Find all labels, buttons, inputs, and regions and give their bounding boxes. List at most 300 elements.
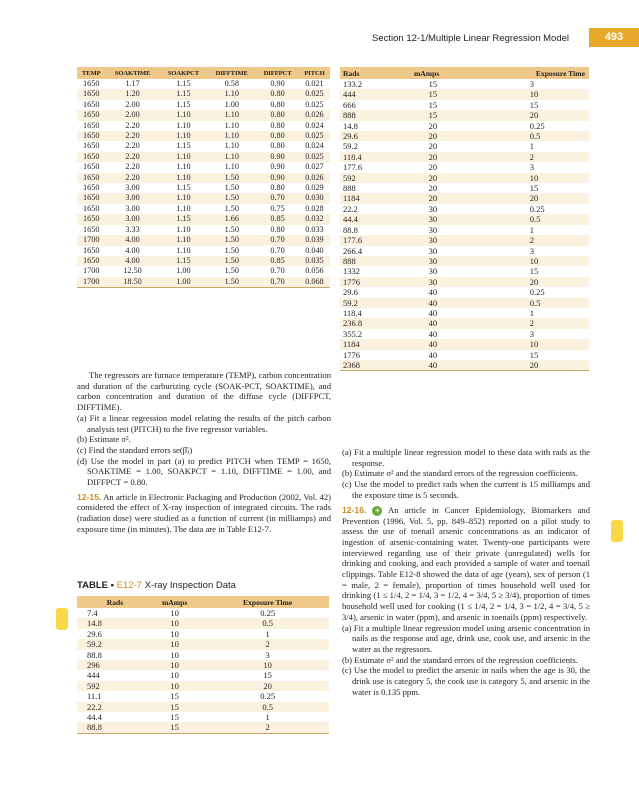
- table-row: [77, 89, 330, 99]
- table-cell: 1.00: [207, 100, 256, 110]
- table-cell: 30: [377, 225, 477, 235]
- table-cell: 14.8: [340, 121, 377, 131]
- table-row: [340, 287, 589, 297]
- table-cell: 15: [477, 183, 589, 193]
- table-cell: 1650: [77, 131, 105, 141]
- table-cell: 2.20: [105, 131, 159, 141]
- page-number: 493: [589, 28, 639, 47]
- table-cell: 15: [143, 722, 206, 733]
- table-cell: 0.025: [299, 89, 330, 99]
- column-header: SOAKTIME: [105, 67, 159, 79]
- table-cell: 1.10: [160, 131, 208, 141]
- table-row: [340, 204, 589, 214]
- table-cell: 0.5: [206, 618, 329, 628]
- table-cell: 0.25: [206, 691, 329, 701]
- table-row: [340, 79, 589, 89]
- table-row: [77, 629, 329, 639]
- table-cell: 1650: [77, 141, 105, 151]
- part-b: (b) Estimate σ².: [77, 434, 131, 445]
- table-cell: 29.6: [340, 131, 377, 141]
- table-cell: 10: [143, 618, 206, 628]
- table-cell: 0.25: [477, 204, 589, 214]
- table-row: [77, 173, 330, 183]
- table-row: [340, 360, 589, 371]
- table-row: [340, 183, 589, 193]
- table-row: [77, 681, 329, 691]
- table-row: [340, 318, 589, 328]
- table-cell: 1.10: [207, 131, 256, 141]
- table-cell: 1.10: [207, 162, 256, 172]
- table-cell: 10: [143, 670, 206, 680]
- table-cell: 118.4: [340, 308, 377, 318]
- table-cell: 40: [377, 287, 477, 297]
- table-cell: 0.035: [299, 256, 330, 266]
- table-row: [340, 266, 589, 276]
- table-cell: 1.10: [207, 110, 256, 120]
- part-b: (b) Estimate σ² and the standard errors of the regression coefficients.: [342, 654, 578, 665]
- column-header: mAmps: [377, 67, 477, 79]
- table-row: [77, 204, 330, 214]
- table-row: [77, 79, 330, 89]
- table-cell: 592: [77, 681, 143, 691]
- table-cell: 15: [377, 79, 477, 89]
- table-row: [77, 277, 330, 288]
- table-cell: 22.2: [340, 204, 377, 214]
- table-cell: 1650: [77, 100, 105, 110]
- table-cell: 20: [477, 360, 589, 371]
- table-row: [77, 266, 330, 276]
- table-cell: 3.00: [105, 214, 159, 224]
- table-cell: 1.15: [160, 89, 208, 99]
- table-cell: 0.5: [206, 702, 329, 712]
- table-cell: 2.20: [105, 152, 159, 162]
- table-cell: 10: [477, 256, 589, 266]
- table-cell: 4.00: [105, 235, 159, 245]
- table-row: [340, 235, 589, 245]
- table-cell: 1.15: [160, 100, 208, 110]
- column-header: Exposure Time: [477, 67, 589, 79]
- table-cell: 1.00: [160, 266, 208, 276]
- table-cell: 88.8: [77, 722, 143, 733]
- table-row: [77, 691, 329, 701]
- table-cell: 30: [377, 266, 477, 276]
- column-header: DIFFTIME: [207, 67, 256, 79]
- table-cell: 1.10: [160, 110, 208, 120]
- table-cell: 1650: [77, 121, 105, 131]
- table-cell: 1.17: [105, 79, 159, 89]
- table-cell: 10: [143, 639, 206, 649]
- margin-tab-icon[interactable]: [611, 520, 623, 542]
- table-cell: 118.4: [340, 152, 377, 162]
- table-cell: 1.10: [160, 173, 208, 183]
- table-cell: 0.80: [256, 89, 299, 99]
- table-cell: 1.15: [160, 256, 208, 266]
- table-cell: 15: [377, 100, 477, 110]
- table-cell: 1.00: [160, 277, 208, 288]
- table-cell: 10: [477, 173, 589, 183]
- table-cell: 22.2: [77, 702, 143, 712]
- table-cell: 15: [377, 89, 477, 99]
- table-cell: 88.8: [77, 650, 143, 660]
- table-cell: 3.00: [105, 183, 159, 193]
- table-row: [77, 256, 330, 266]
- table-cell: 0.025: [299, 152, 330, 162]
- table-cell: 0.25: [477, 287, 589, 297]
- table-cell: 0.58: [207, 79, 256, 89]
- table-cell: 7.4: [77, 608, 143, 618]
- column-header: DIFFPCT: [256, 67, 299, 79]
- regressors-paragraph: The regressors are furnace temperature (TEMP), carbon concentration and duration of the carburizing cycle (SOAK-PCT, SOAKTIME), and carbon concentration and duration of the diffuse cycle (DIFFPCT, DIFFTIME).: [77, 370, 331, 413]
- table-row: [340, 100, 589, 110]
- table-row: [340, 141, 589, 151]
- table-cell: 15: [477, 100, 589, 110]
- table-cell: 0.80: [256, 110, 299, 120]
- table-cell: 1.10: [160, 235, 208, 245]
- table-cell: 0.80: [256, 141, 299, 151]
- table-cell: 1.50: [207, 193, 256, 203]
- table-row: [340, 225, 589, 235]
- table-cell: 1700: [77, 266, 105, 276]
- table-row: [77, 608, 329, 618]
- table-cell: 0.040: [299, 246, 330, 256]
- table-cell: 0.80: [256, 131, 299, 141]
- exercise-14-text: [77, 370, 331, 535]
- table-cell: 133.2: [340, 79, 377, 89]
- table-cell: 1700: [77, 235, 105, 245]
- table-cell: 15: [477, 266, 589, 276]
- table-cell: 4.00: [105, 246, 159, 256]
- part-c: (c) Use the model to predict rads when the current is 15 milliamps and the exposure time is 5 seconds.: [342, 479, 590, 500]
- table-cell: 0.90: [256, 173, 299, 183]
- table-cell: 355.2: [340, 329, 377, 339]
- table-cell: 0.024: [299, 121, 330, 131]
- table-cell: 1650: [77, 89, 105, 99]
- table-cell: 1.50: [207, 235, 256, 245]
- table-cell: 2.00: [105, 100, 159, 110]
- exercise-number: 12-16.: [342, 504, 367, 515]
- table-cell: 40: [377, 339, 477, 349]
- table-cell: 1.10: [160, 225, 208, 235]
- table-row: [77, 702, 329, 712]
- table-cell: 40: [377, 318, 477, 328]
- table-cell: 1.10: [207, 89, 256, 99]
- table-cell: 296: [77, 660, 143, 670]
- table-cell: 0.027: [299, 162, 330, 172]
- table-cell: 2.20: [105, 173, 159, 183]
- table-cell: 1.10: [160, 121, 208, 131]
- table-cell: 1650: [77, 193, 105, 203]
- table-row: [340, 162, 589, 172]
- table-cell: 1650: [77, 183, 105, 193]
- table-cell: 40: [377, 350, 477, 360]
- table-cell: 1.15: [160, 183, 208, 193]
- table-cell: 3: [477, 79, 589, 89]
- table-row: [77, 152, 330, 162]
- table-row: [77, 235, 330, 245]
- table-cell: 1.10: [207, 121, 256, 131]
- pitch-table: [77, 67, 330, 288]
- table-cell: 0.026: [299, 110, 330, 120]
- table-row: [77, 141, 330, 151]
- part-d: (d) Use the model in part (a) to predict PITCH when TEMP = 1650, SOAKTIME = 1.00, SOAKPCT = 1.10, DIFFTIME = 1.00, and DIFFPCT = 0.80.: [77, 455, 331, 488]
- table-cell: 10: [143, 681, 206, 691]
- column-header: Exposure Time: [206, 596, 329, 608]
- exercise-15-parts: [342, 447, 590, 697]
- table-cell: 1.50: [207, 225, 256, 235]
- table-cell: 1.15: [160, 141, 208, 151]
- table-cell: 1.50: [207, 173, 256, 183]
- table-cell: 0.032: [299, 214, 330, 224]
- table-cell: 1.10: [160, 193, 208, 203]
- table-cell: 10: [143, 629, 206, 639]
- exercise-16: [342, 505, 590, 623]
- table-cell: 10: [143, 608, 206, 618]
- table-cell: 0.80: [256, 183, 299, 193]
- table-row: [77, 193, 330, 203]
- table-row: [77, 100, 330, 110]
- table-cell: 1.50: [207, 246, 256, 256]
- table-cell: 0.025: [299, 100, 330, 110]
- table-cell: 20: [477, 193, 589, 203]
- table-id: E12-7: [116, 580, 142, 591]
- table-row: [77, 131, 330, 141]
- table-cell: 888: [340, 256, 377, 266]
- table-cell: 2368: [340, 360, 377, 371]
- column-header: Rads: [77, 596, 143, 608]
- table-caption: [77, 580, 236, 591]
- part-a: (a) Fit a multiple linear regression model using arsenic concentration in nails as the response and age, drink use, cook use, and arsenic in the water as the regressors.: [342, 622, 590, 654]
- table-cell: 888: [340, 183, 377, 193]
- table-cell: 0.056: [299, 266, 330, 276]
- table-cell: 10: [143, 660, 206, 670]
- table-cell: 40: [377, 298, 477, 308]
- table-row: [340, 214, 589, 224]
- table-cell: 20: [377, 193, 477, 203]
- table-cell: 1650: [77, 173, 105, 183]
- table-cell: 1.50: [207, 183, 256, 193]
- table-cell: 444: [77, 670, 143, 680]
- table-cell: 0.80: [256, 121, 299, 131]
- table-cell: 30: [377, 246, 477, 256]
- table-cell: 0.85: [256, 214, 299, 224]
- table-cell: 2.20: [105, 121, 159, 131]
- exercise-number: 12-15.: [77, 491, 102, 502]
- table-cell: 29.6: [77, 629, 143, 639]
- table-cell: 15: [143, 691, 206, 701]
- table-cell: 0.25: [206, 608, 329, 618]
- table-cell: 1650: [77, 204, 105, 214]
- table-cell: 266.4: [340, 246, 377, 256]
- plus-circle-icon: +: [372, 506, 382, 516]
- xray-table-continued: [340, 67, 589, 371]
- table-cell: 0.70: [256, 235, 299, 245]
- table-cell: 44.4: [77, 712, 143, 722]
- exercise-15-body: An article in Electronic Packaging and Production (2002, Vol. 42) considered the effect of X-ray inspection of integrated circuits. The rads (radiation dose) were studied as a function of current (in milliamps) and exposure time (in minutes). The data are in Table E12-7.: [77, 491, 331, 534]
- table-cell: 15: [377, 110, 477, 120]
- table-cell: 29.6: [340, 287, 377, 297]
- table-cell: 1.10: [160, 246, 208, 256]
- table-cell: 0.033: [299, 225, 330, 235]
- part-c: (c) Use the model to predict the arsenic in nails when the age is 30, the drink use is category 5, the cook use is category 5, and arsenic in the water is 0.135 ppm.: [342, 665, 590, 697]
- table-cell: 0.75: [256, 204, 299, 214]
- table-cell: 0.029: [299, 183, 330, 193]
- table-row: [77, 650, 329, 660]
- table-cell: 1.66: [207, 214, 256, 224]
- table-cell: 30: [377, 235, 477, 245]
- table-cell: 177.6: [340, 235, 377, 245]
- table-cell: 0.80: [256, 225, 299, 235]
- table-cell: 59.2: [77, 639, 143, 649]
- table-cell: 2: [206, 639, 329, 649]
- table-cell: 30: [377, 277, 477, 287]
- table-cell: 20: [377, 173, 477, 183]
- table-row: [77, 110, 330, 120]
- table-cell: 1650: [77, 79, 105, 89]
- table-cell: 44.4: [340, 214, 377, 224]
- table-row: [340, 131, 589, 141]
- table-cell: 40: [377, 360, 477, 371]
- table-cell: 0.85: [256, 256, 299, 266]
- table-cell: 3.00: [105, 193, 159, 203]
- table-cell: 10: [206, 660, 329, 670]
- table-row: [340, 256, 589, 266]
- table-cell: 15: [143, 702, 206, 712]
- table-cell: 1700: [77, 277, 105, 288]
- column-header: TEMP: [77, 67, 105, 79]
- table-row: [77, 225, 330, 235]
- table-cell: 1650: [77, 152, 105, 162]
- table-cell: 0.5: [477, 131, 589, 141]
- table-cell: 0.90: [256, 152, 299, 162]
- table-cell: 1.15: [160, 79, 208, 89]
- table-cell: 1.10: [160, 204, 208, 214]
- table-row: [340, 152, 589, 162]
- table-title: X-ray Inspection Data: [144, 580, 236, 591]
- table-cell: 1.15: [160, 214, 208, 224]
- table-row: [77, 712, 329, 722]
- table-cell: 10: [477, 89, 589, 99]
- table-row: [77, 246, 330, 256]
- xray-table: [77, 596, 329, 734]
- table-row: [340, 277, 589, 287]
- table-row: [77, 121, 330, 131]
- table-cell: 15: [143, 712, 206, 722]
- table-cell: 1.10: [207, 152, 256, 162]
- part-a: (a) Fit a multiple linear regression model to these data with rads as the response.: [342, 447, 590, 468]
- table-cell: 0.90: [256, 79, 299, 89]
- table-cell: 1: [477, 141, 589, 151]
- table-cell: 2: [477, 152, 589, 162]
- table-cell: 0.021: [299, 79, 330, 89]
- table-cell: 1.50: [207, 277, 256, 288]
- table-cell: 3.00: [105, 204, 159, 214]
- table-cell: 1184: [340, 193, 377, 203]
- margin-tab-icon[interactable]: [56, 608, 68, 630]
- table-cell: 3.33: [105, 225, 159, 235]
- section-title: Section 12-1/Multiple Linear Regression Model: [372, 33, 569, 44]
- table-cell: 1650: [77, 256, 105, 266]
- table-cell: 3: [206, 650, 329, 660]
- table-cell: 0.70: [256, 193, 299, 203]
- column-header: PITCH: [299, 67, 330, 79]
- table-cell: 59.2: [340, 298, 377, 308]
- column-header: Rads: [340, 67, 377, 79]
- table-cell: 2: [477, 235, 589, 245]
- table-row: [340, 246, 589, 256]
- table-cell: 59.2: [340, 141, 377, 151]
- table-cell: 20: [377, 183, 477, 193]
- table-cell: 3: [477, 246, 589, 256]
- table-cell: 1650: [77, 110, 105, 120]
- table-cell: 10: [143, 650, 206, 660]
- table-cell: 20: [477, 110, 589, 120]
- column-header: mAmps: [143, 596, 206, 608]
- table-cell: 11.1: [77, 691, 143, 701]
- table-cell: 0.030: [299, 193, 330, 203]
- table-cell: 0.039: [299, 235, 330, 245]
- table-cell: 20: [377, 152, 477, 162]
- table-cell: 2.00: [105, 110, 159, 120]
- table-cell: 0.5: [477, 298, 589, 308]
- table-cell: 20: [206, 681, 329, 691]
- table-cell: 12.50: [105, 266, 159, 276]
- table-cell: 1776: [340, 277, 377, 287]
- table-row: [340, 193, 589, 203]
- table-cell: 20: [377, 162, 477, 172]
- table-cell: 20: [377, 131, 477, 141]
- table-cell: 1: [206, 712, 329, 722]
- table-cell: 1.10: [160, 152, 208, 162]
- table-cell: 0.024: [299, 141, 330, 151]
- table-cell: 1650: [77, 162, 105, 172]
- table-row: [77, 670, 329, 680]
- table-cell: 20: [377, 141, 477, 151]
- table-cell: 1.50: [207, 204, 256, 214]
- table-cell: 1: [477, 308, 589, 318]
- table-cell: 2: [477, 318, 589, 328]
- table-row: [77, 183, 330, 193]
- table-row: [340, 173, 589, 183]
- table-cell: 0.90: [256, 162, 299, 172]
- table-cell: 40: [377, 329, 477, 339]
- table-cell: 0.068: [299, 277, 330, 288]
- table-cell: 15: [477, 350, 589, 360]
- table-cell: 3: [477, 162, 589, 172]
- table-row: [77, 214, 330, 224]
- table-cell: 0.25: [477, 121, 589, 131]
- table-cell: 30: [377, 214, 477, 224]
- table-cell: 40: [377, 308, 477, 318]
- table-cell: 0.025: [299, 131, 330, 141]
- part-b: (b) Estimate σ² and the standard errors of the regression coefficients.: [342, 468, 578, 479]
- table-cell: 444: [340, 89, 377, 99]
- table-cell: 0.70: [256, 277, 299, 288]
- table-cell: 2.20: [105, 141, 159, 151]
- table-row: [77, 162, 330, 172]
- table-cell: 2: [206, 722, 329, 733]
- table-cell: 177.6: [340, 162, 377, 172]
- table-cell: 0.028: [299, 204, 330, 214]
- table-cell: 3: [477, 329, 589, 339]
- table-cell: 88.8: [340, 225, 377, 235]
- exercise-16-body: An article in Cancer Epidemiology, Biomarkers and Prevention (1996, Vol. 5, pp. 849–852) reported on a pilot study to assess the use of toenail arsenic concentrations as an indicator of ingestion of arsenic-containing water. Twenty-one participants were interviewed regarding use of their private (unregulated) wells for drinking and cooking, and each provided a sample of water and toenail clippings. Table E12-8 showed the data of age (years), sex of person (1 = male, 2 = female), proportion of times household well used for drinking (1 ≤ 1/4, 2 = 1/4, 3 = 1/2, 4 = 3/4, 5 ≥ 3/4), proportion of times household well used for cooking (1 ≤ 1/4, 2 = 1/4, 3 = 1/2, 4 = 3/4, 5 ≥ 3/4), arsenic in water (ppm), and arsenic in toenails (ppm) respectively.: [342, 504, 590, 622]
- table-cell: 15: [206, 670, 329, 680]
- column-header: SOAKPCT: [160, 67, 208, 79]
- table-cell: 0.70: [256, 266, 299, 276]
- table-cell: 888: [340, 110, 377, 120]
- table-cell: 1332: [340, 266, 377, 276]
- table-row: [340, 110, 589, 120]
